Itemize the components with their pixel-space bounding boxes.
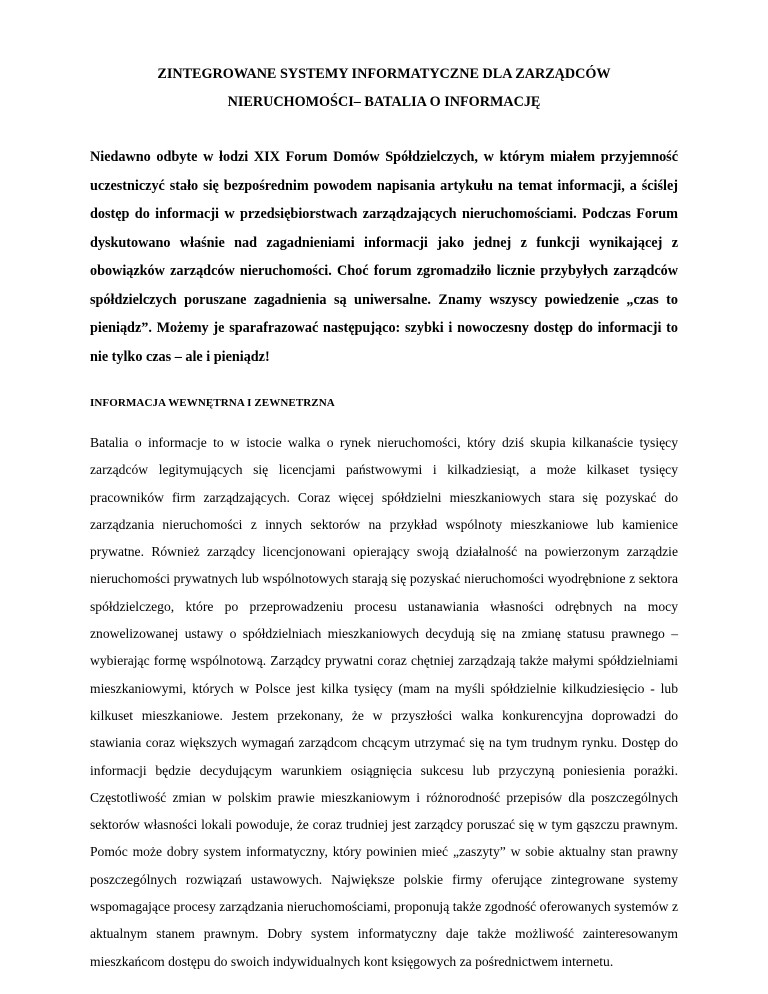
section-heading: INFORMACJA WEWNĘTRNA I ZEWNETRZNA	[90, 397, 335, 409]
document-title	[90, 60, 678, 116]
document-title-line-2: NIERUCHOMOŚCI– BATALIA O INFORMACJĘ	[227, 94, 541, 110]
document-title-line-1: ZINTEGROWANE SYSTEMY INFORMATYCZNE DLA ZARZĄDCÓW	[157, 66, 611, 82]
body-paragraph: Batalia o informacje to w istocie walka o rynek nieruchomości, który dziś skupia kilkanaście tysięcy zarządców legitymujących się licencjami państwowymi i kilkadziesiąt, a może kilkaset tysięcy pracowników firm zarządzających. Coraz więcej spółdzielni mieszkaniowych stara się pozyskać do zarządzania nieruchomości z innych sektorów na przykład wspólnoty mieszkaniowe lub kamienice prywatne. Również zarządcy licencjonowani opierający swoją działalność na powierzonym zarządzie nieruchomości prywatnych lub wspólnotowych starają się pozyskać nieruchomości wyodrębnione z sektora spółdzielczego, które po przeprowadzeniu procesu ustanawiania własności odrębnych na mocy znowelizowanej ustawy o spółdzielniach mieszkaniowych decydują się na zmianę statusu prawnego – wybierając formę wspólnotową. Zarządcy prywatni coraz chętniej zarządzają także małymi spółdzielniami mieszkaniowymi, których w Polsce jest kilka tysięcy (mam na myśli spółdzielnie kilkudziesięcio - lub kilkuset mieszkaniowe. Jestem przekonany, że w przyszłości walka konkurencyjna doprowadzi do stawiania coraz większych wymagań zarządcom chcącym utrzymać się na tym trudnym rynku. Dostęp do informacji będzie decydującym warunkiem osiągnięcia sukcesu lub przyczyną poniesienia porażki. Częstotliwość zmian w polskim prawie mieszkaniowym i różnorodność przepisów dla poszczególnych sektorów własności lokali powoduje, że coraz trudniej jest zarządcy poruszać się w tym gąszczu prawnym. Pomóc może dobry system informatyczny, który powinien mieć „zaszyty” w sobie aktualny stan prawny poszczególnych rozwiązań ustawowych. Największe polskie firmy oferujące zintegrowane systemy wspomagające procesy zarządzania nieruchomościami, proponują także zgodność oferowanych systemów z aktualnym stanem prawnym. Dobry system informatyczny daje także możliwość zainteresowanym mieszkańcom dostępu do swoich indywidualnych kont księgowych za pośrednictwem internetu.	[90, 435, 678, 969]
intro-paragraph: Niedawno odbyte w łodzi XIX Forum Domów Spółdzielczych, w którym miałem przyjemność uczestniczyć stało się bezpośrednim powodem napisania artykułu na temat informacji, a ściślej dostęp do informacji w przedsiębiorstwach zarządzających nieruchomościami. Podczas Forum dyskutowano właśnie nad zagadnieniami informacji jako jednej z funkcji wynikającej z obowiązków zarządców nieruchomości. Choć forum zgromadziło licznie przybyłych zarządców spółdzielczych poruszane zagadnienia są uniwersalne. Znamy wszyscy powiedzenie „czas to pieniądz”. Możemy je sparafrazować następująco: szybki i nowoczesny dostęp do informacji to nie tylko czas – ale i pieniądz!	[90, 149, 678, 365]
